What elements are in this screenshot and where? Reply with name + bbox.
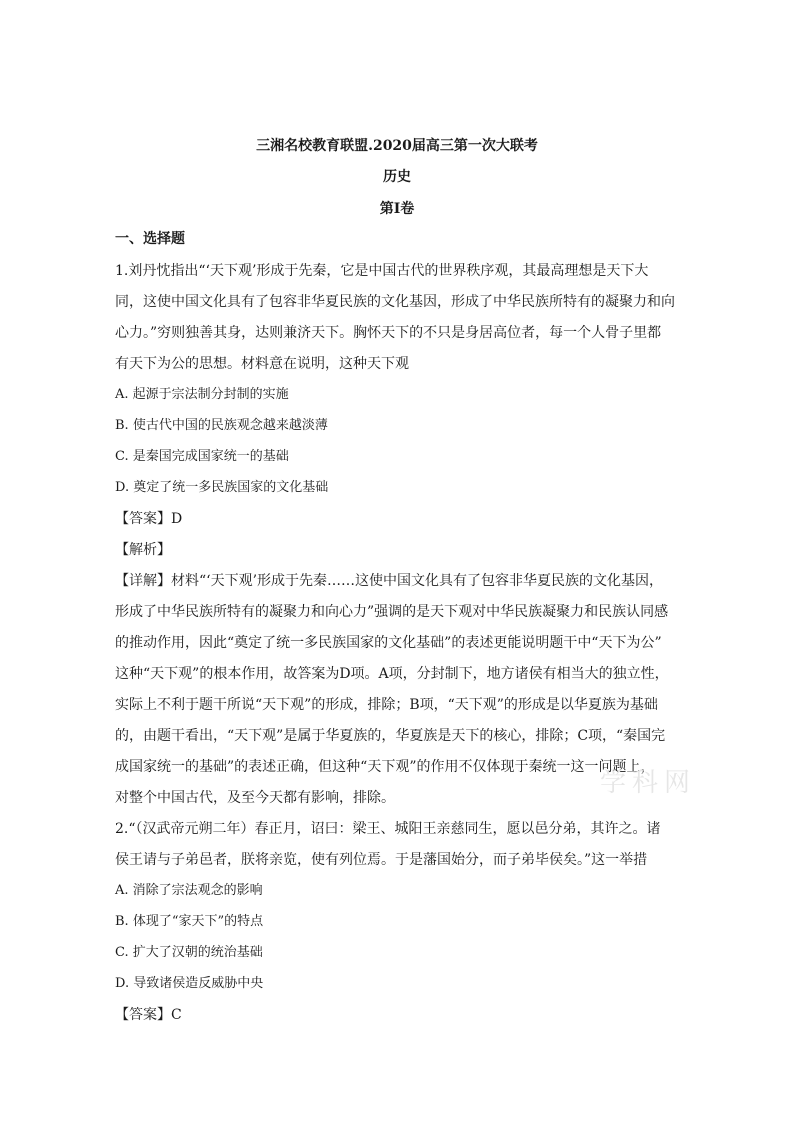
section-title: 一、选择题 bbox=[115, 231, 185, 247]
q1-analysis-line: 这种“天下观”的根本作用，故答案为D项。A项，分封制下，地方诸侯有相当大的独立性， bbox=[115, 666, 669, 682]
q1-stem-line: 同，这使中国文化具有了包容非华夏民族的文化基因，形成了中华民族所特有的凝聚力和向 bbox=[115, 294, 675, 310]
q1-analysis-line: 的推动作用，因此“奠定了统一多民族国家的文化基础”的表述更能说明题干中“天下为公” bbox=[115, 635, 662, 651]
exam-title: 三湘名校教育联盟.2020届高三第一次大联考 bbox=[256, 138, 538, 154]
q1-option-b: B. 使古代中国的民族观念越来越淡薄 bbox=[115, 418, 328, 433]
q1-analysis-label: 【解析】 bbox=[115, 542, 171, 558]
subject-title: 历史 bbox=[383, 169, 411, 185]
q2-stem-line: 2.“（汉武帝元朔二年）春正月，诏曰：梁王、城阳王亲慈同生，愿以邑分弟，其许之。诸 bbox=[115, 821, 661, 837]
q1-stem-line: 心力。”穷则独善其身，达则兼济天下。胸怀天下的不只是身居高位者，每一个人骨子里都 bbox=[115, 325, 662, 341]
q1-analysis-line: 实际上不利于题干所说“天下观”的形成，排除；B项，“天下观”的形成是以华夏族为基础 bbox=[115, 697, 658, 713]
q2-option-c: C. 扩大了汉朝的统治基础 bbox=[115, 945, 263, 960]
q2-option-d: D. 导致诸侯造反威胁中央 bbox=[115, 976, 264, 991]
q1-option-d: D. 奠定了统一多民族国家的文化基础 bbox=[115, 480, 329, 495]
q1-option-a: A. 起源于宗法制分封制的实施 bbox=[115, 387, 289, 402]
q1-analysis-line: 对整个中国古代，及至今天都有影响，排除。 bbox=[115, 790, 395, 806]
q1-stem-line: 有天下为公的思想。材料意在说明，这种天下观 bbox=[115, 356, 409, 372]
q1-analysis-line: 的，由题干看出，“天下观”是属于华夏族的，华夏族是天下的核心，排除；C项，“秦国完 bbox=[115, 728, 666, 744]
watermark: 学科网 bbox=[600, 768, 697, 798]
q2-answer: 【答案】C bbox=[115, 1007, 182, 1023]
q1-answer: 【答案】D bbox=[115, 511, 183, 527]
q1-analysis-line: 【详解】材料“‘天下观’形成于先秦……这使中国文化具有了包容非华夏民族的文化基因， bbox=[115, 573, 664, 589]
q1-stem-line: 1.刘丹忱指出“‘天下观’形成于先秦，它是中国古代的世界秩序观，其最高理想是天下大 bbox=[115, 263, 649, 279]
volume-title: 第I卷 bbox=[379, 201, 415, 217]
q1-option-c: C. 是秦国完成国家统一的基础 bbox=[115, 449, 289, 464]
q2-option-a: A. 消除了宗法观念的影响 bbox=[115, 883, 263, 898]
q2-stem-line: 侯王请与子弟邑者，朕将亲览，使有列位焉。于是藩国始分，而子弟毕侯矣。”这一举措 bbox=[115, 852, 648, 868]
q1-analysis-line: 成国家统一的基础”的表述正确，但这种“天下观”的作用不仅体现于秦统一这一问题上， bbox=[115, 759, 655, 775]
q1-analysis-line: 形成了中华民族所特有的凝聚力和向心力”强调的是天下观对中华民族凝聚力和民族认同感 bbox=[115, 604, 669, 620]
q2-option-b: B. 体现了“家天下”的特点 bbox=[115, 914, 264, 929]
